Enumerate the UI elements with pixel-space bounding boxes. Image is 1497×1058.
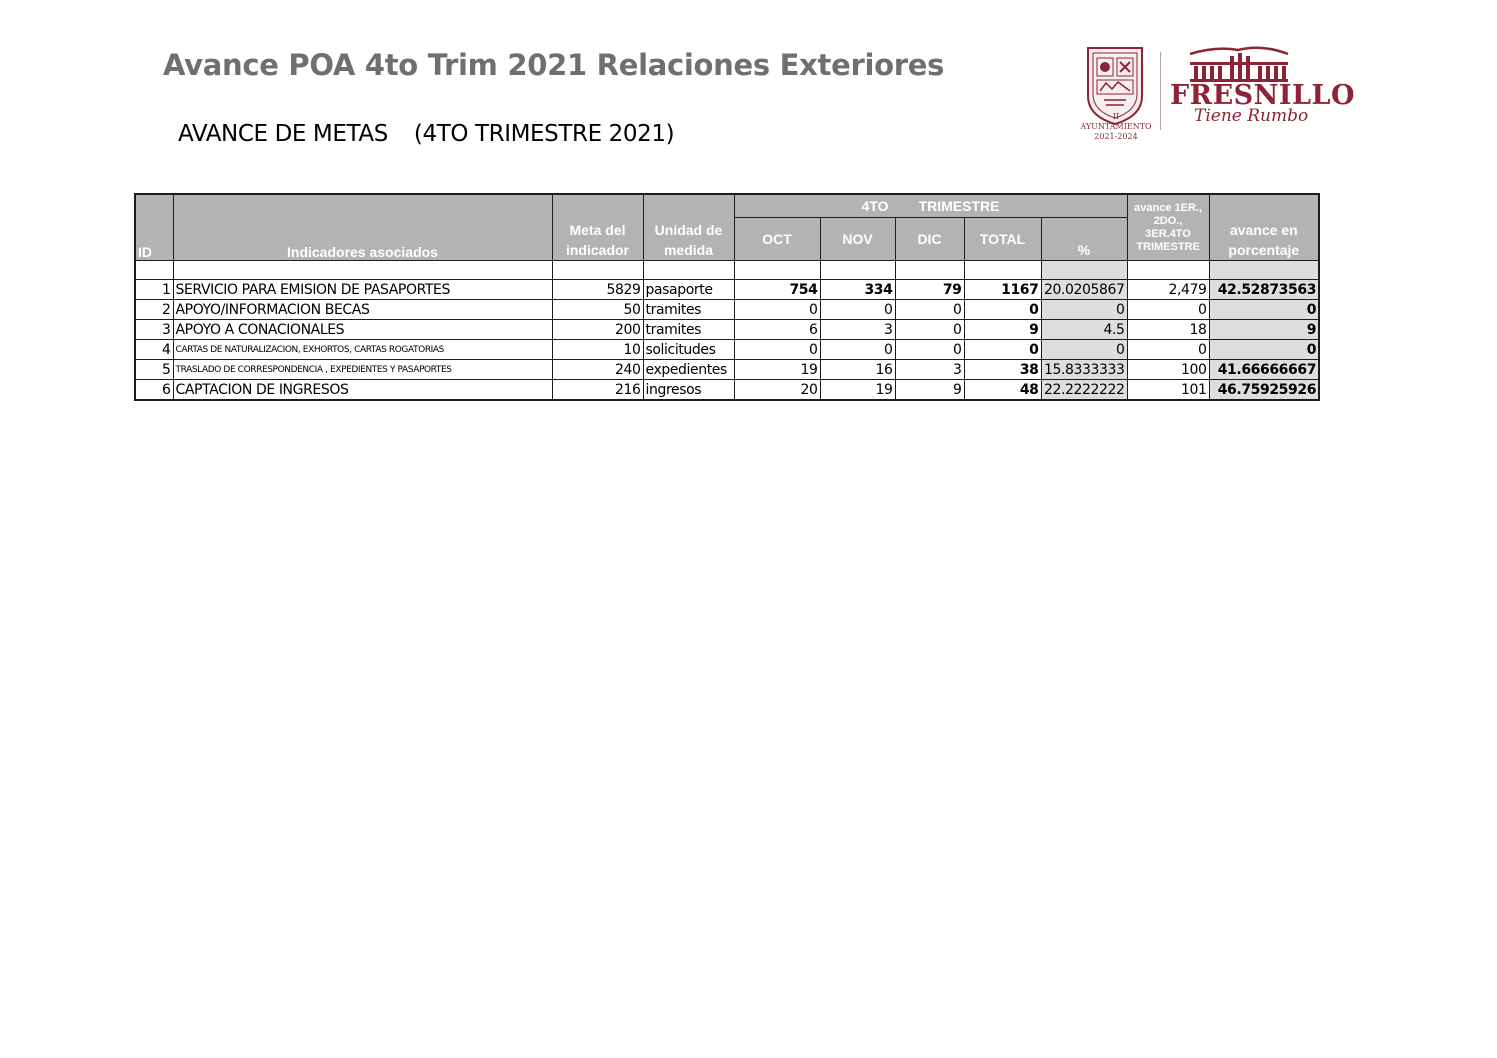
fresnillo-tagline: Tiene Rumbo bbox=[1194, 106, 1309, 126]
document-subtitle bbox=[178, 121, 674, 147]
cell-dic: 0 bbox=[895, 340, 964, 360]
table-row bbox=[135, 320, 1319, 340]
table-row bbox=[135, 380, 1319, 401]
cell-nov: 19 bbox=[820, 380, 895, 401]
cell-pct-progress: 41.66666667 bbox=[1209, 360, 1319, 380]
cell-indicator: APOYO/INFORMACION BECAS bbox=[173, 300, 552, 320]
cell-cumulative: 0 bbox=[1127, 300, 1209, 320]
cell-id: 4 bbox=[135, 340, 173, 360]
header-unit: Unidad de medida bbox=[643, 194, 734, 261]
header-meta: Meta del indicador bbox=[552, 194, 643, 261]
cell-pct: 20.0205867 bbox=[1041, 280, 1127, 300]
cell-cumulative: 0 bbox=[1127, 340, 1209, 360]
seal-caption-line1: II AYUNTAMIENTO bbox=[1080, 112, 1152, 131]
cell-nov: 0 bbox=[820, 300, 895, 320]
cell-pct-progress: 42.52873563 bbox=[1209, 280, 1319, 300]
cell-cumulative: 18 bbox=[1127, 320, 1209, 340]
cell-nov: 0 bbox=[820, 340, 895, 360]
poa-progress-table bbox=[134, 193, 1320, 401]
cell-nov: 334 bbox=[820, 280, 895, 300]
seal-caption bbox=[1076, 112, 1156, 142]
cell-total: 0 bbox=[964, 340, 1041, 360]
header-nov: NOV bbox=[820, 218, 895, 261]
cell-indicator: CARTAS DE NATURALIZACION, EXHORTOS, CARTAS ROGATORIAS bbox=[173, 340, 552, 360]
cell-pct: 15.8333333 bbox=[1041, 360, 1127, 380]
cell-meta: 200 bbox=[552, 320, 643, 340]
cell-oct: 754 bbox=[734, 280, 820, 300]
cell-unit: tramites bbox=[643, 320, 734, 340]
header-group-right: TRIMESTRE bbox=[918, 198, 1000, 214]
cell-oct: 19 bbox=[734, 360, 820, 380]
blank-row bbox=[135, 261, 1319, 280]
cell-oct: 6 bbox=[734, 320, 820, 340]
cell-id: 6 bbox=[135, 380, 173, 401]
cell-total: 38 bbox=[964, 360, 1041, 380]
cell-total: 9 bbox=[964, 320, 1041, 340]
cell-indicator: TRASLADO DE CORRESPONDENCIA , EXPEDIENTES Y PASAPORTES bbox=[173, 360, 552, 380]
cell-unit: solicitudes bbox=[643, 340, 734, 360]
cell-meta: 10 bbox=[552, 340, 643, 360]
cell-total: 48 bbox=[964, 380, 1041, 401]
cell-nov: 3 bbox=[820, 320, 895, 340]
cell-unit: tramites bbox=[643, 300, 734, 320]
header-total: TOTAL bbox=[964, 218, 1041, 261]
cell-pct-progress: 46.75925926 bbox=[1209, 380, 1319, 401]
fresnillo-wordmark: FRESNILLO bbox=[1170, 80, 1355, 111]
cell-cumulative: 2,479 bbox=[1127, 280, 1209, 300]
cell-cumulative: 101 bbox=[1127, 380, 1209, 401]
cell-oct: 0 bbox=[734, 340, 820, 360]
cell-dic: 79 bbox=[895, 280, 964, 300]
cell-dic: 0 bbox=[895, 320, 964, 340]
table-row bbox=[135, 360, 1319, 380]
cell-cumulative: 100 bbox=[1127, 360, 1209, 380]
document-title: Avance POA 4to Trim 2021 Relaciones Exteriores bbox=[163, 48, 945, 82]
cell-meta: 50 bbox=[552, 300, 643, 320]
cell-id: 3 bbox=[135, 320, 173, 340]
cell-indicator: APOYO A CONACIONALES bbox=[173, 320, 552, 340]
cell-indicator: CAPTACION DE INGRESOS bbox=[173, 380, 552, 401]
cell-meta: 240 bbox=[552, 360, 643, 380]
cell-total: 0 bbox=[964, 300, 1041, 320]
fresnillo-skyline-icon bbox=[1186, 44, 1292, 84]
cell-unit: expedientes bbox=[643, 360, 734, 380]
header-group-left: 4TO bbox=[861, 198, 889, 214]
header-oct: OCT bbox=[734, 218, 820, 261]
cell-indicator: SERVICIO PARA EMISION DE PASAPORTES bbox=[173, 280, 552, 300]
cell-pct-progress: 0 bbox=[1209, 340, 1319, 360]
cell-unit: ingresos bbox=[643, 380, 734, 401]
cell-meta: 216 bbox=[552, 380, 643, 401]
cell-pct-progress: 9 bbox=[1209, 320, 1319, 340]
cell-pct: 0 bbox=[1041, 300, 1127, 320]
table-row bbox=[135, 340, 1319, 360]
cell-oct: 20 bbox=[734, 380, 820, 401]
cell-oct: 0 bbox=[734, 300, 820, 320]
table-row bbox=[135, 300, 1319, 320]
cell-dic: 3 bbox=[895, 360, 964, 380]
subtitle-right: (4TO TRIMESTRE 2021) bbox=[413, 121, 675, 147]
logo-divider bbox=[1160, 52, 1161, 130]
cell-pct: 4.5 bbox=[1041, 320, 1127, 340]
header-id: ID bbox=[135, 194, 173, 261]
cell-unit: pasaporte bbox=[643, 280, 734, 300]
cell-pct: 22.2222222 bbox=[1041, 380, 1127, 401]
header-dic: DIC bbox=[895, 218, 964, 261]
cell-dic: 0 bbox=[895, 300, 964, 320]
cell-total: 1167 bbox=[964, 280, 1041, 300]
cell-nov: 16 bbox=[820, 360, 895, 380]
seal-caption-line2: 2021-2024 bbox=[1094, 132, 1138, 141]
cell-pct-progress: 0 bbox=[1209, 300, 1319, 320]
cell-id: 1 bbox=[135, 280, 173, 300]
table-row bbox=[135, 280, 1319, 300]
cell-meta: 5829 bbox=[552, 280, 643, 300]
cell-id: 5 bbox=[135, 360, 173, 380]
header-cumulative: avance 1ER., 2DO., 3ER.4TO TRIMESTRE bbox=[1127, 194, 1209, 261]
header-pct: % bbox=[1041, 218, 1127, 261]
header-pct-progress: avance en porcentaje bbox=[1209, 194, 1319, 261]
header-indicator: Indicadores asociados bbox=[173, 194, 552, 261]
header-quarter-group bbox=[734, 194, 1127, 218]
cell-id: 2 bbox=[135, 300, 173, 320]
subtitle-left: AVANCE DE METAS bbox=[178, 121, 388, 147]
cell-pct: 0 bbox=[1041, 340, 1127, 360]
cell-dic: 9 bbox=[895, 380, 964, 401]
